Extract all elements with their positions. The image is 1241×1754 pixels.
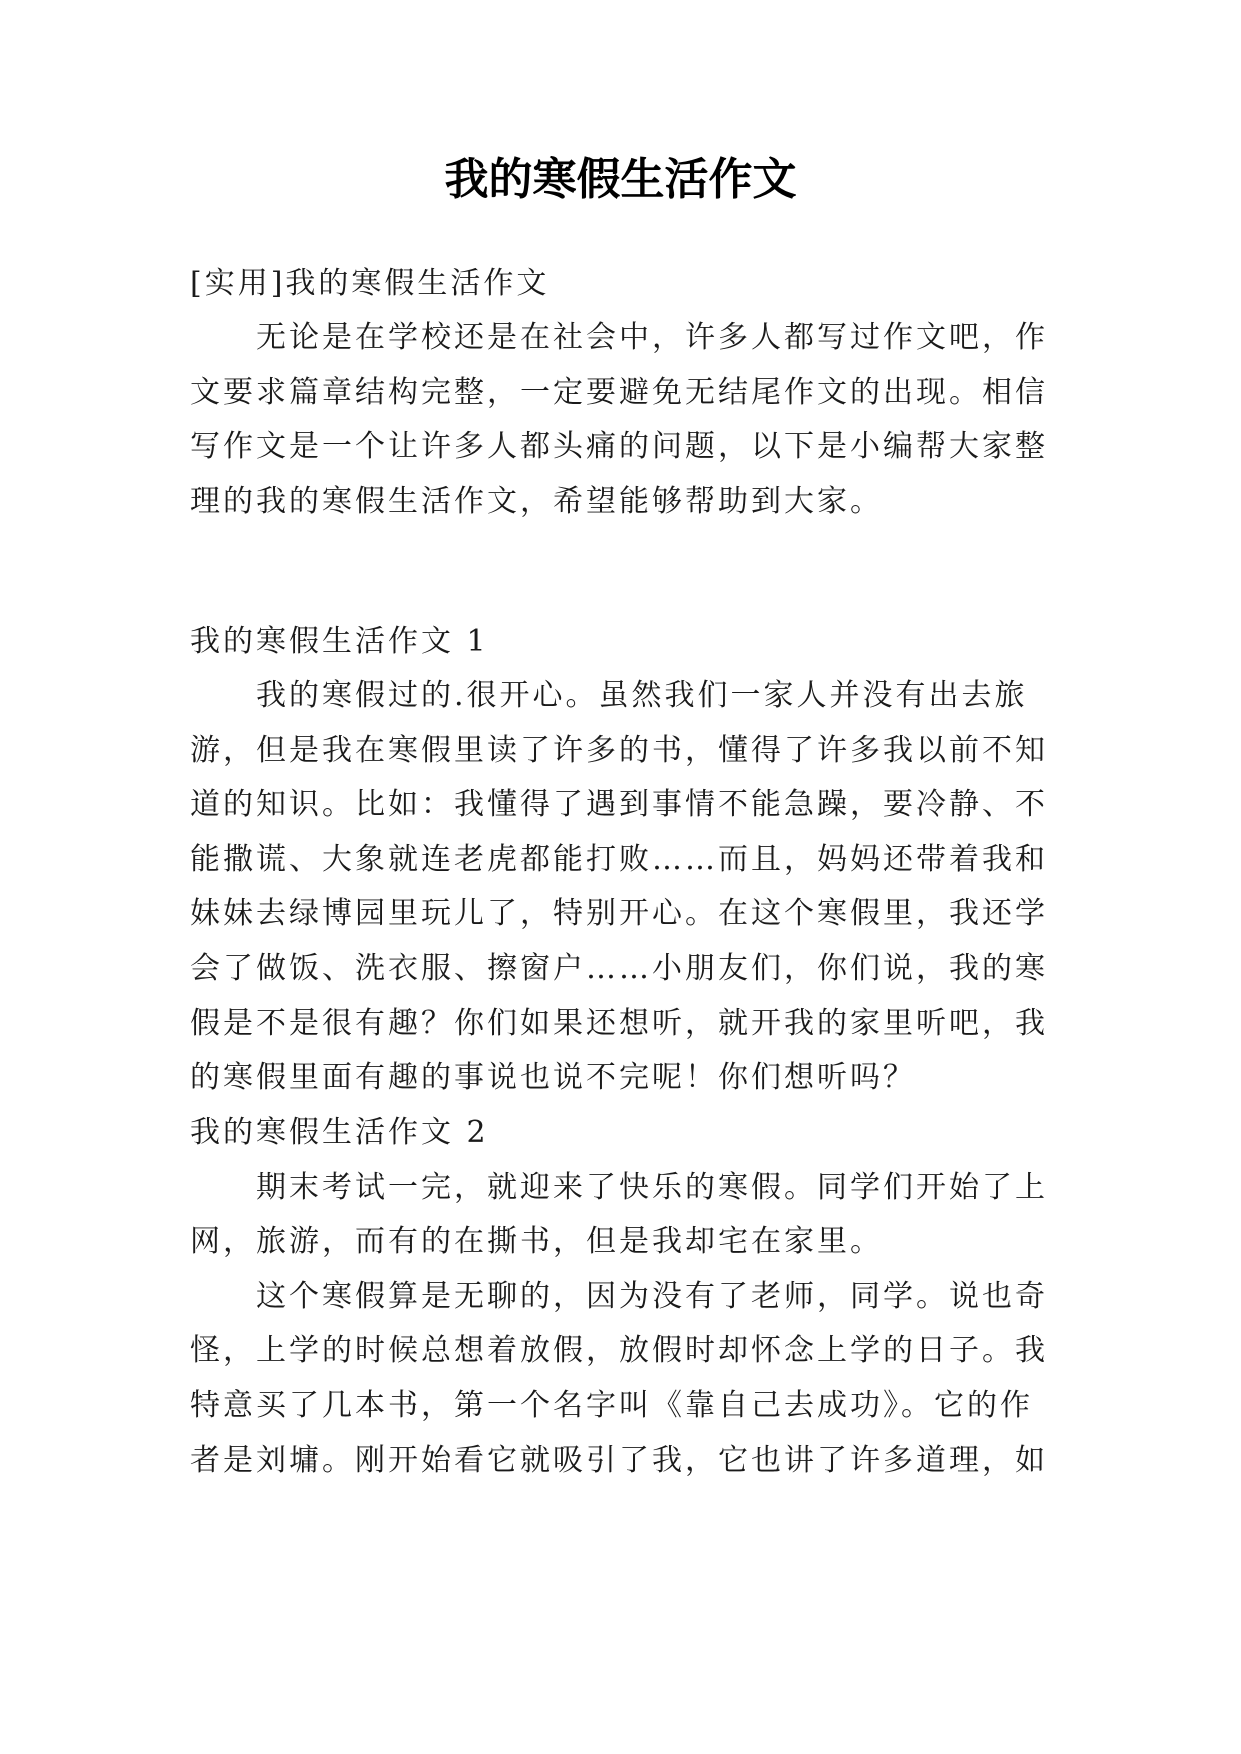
- essay-1-line: 能撒谎、大象就连老虎都能打败……而且，妈妈还带着我和: [190, 842, 1048, 877]
- essay-1-line: 道的知识。比如：我懂得了遇到事情不能急躁，要冷静、不: [190, 787, 1048, 822]
- intro-paragraph-line: 理的我的寒假生活作文，希望能够帮助到大家。: [190, 484, 883, 519]
- essay-1-line: 会了做饭、洗衣服、擦窗户……小朋友们，你们说，我的寒: [190, 951, 1048, 986]
- essay-2-line: 特意买了几本书，第一个名字叫《靠自己去成功》。它的作: [190, 1388, 1033, 1423]
- section-heading-1: 我的寒假生活作文 1: [190, 624, 489, 659]
- intro-paragraph-line: 文要求篇章结构完整，一定要避免无结尾作文的出现。相信: [190, 375, 1048, 410]
- intro-paragraph-line: 无论是在学校还是在社会中，许多人都写过作文吧，作: [256, 320, 1048, 355]
- essay-1-line: 妹妹去绿博园里玩儿了，特别开心。在这个寒假里，我还学: [190, 896, 1048, 931]
- essay-2-line: 网，旅游，而有的在撕书，但是我却宅在家里。: [190, 1224, 883, 1259]
- intro-paragraph-line: 写作文是一个让许多人都头痛的问题，以下是小编帮大家整: [190, 429, 1048, 464]
- essay-2-line: 期末考试一完，就迎来了快乐的寒假。同学们开始了上: [256, 1170, 1048, 1205]
- section-heading-2: 我的寒假生活作文 2: [190, 1115, 489, 1150]
- document-title: 我的寒假生活作文: [444, 154, 797, 205]
- essay-2-line: 怪，上学的时候总想着放假，放假时却怀念上学的日子。我: [190, 1333, 1048, 1368]
- essay-2-line: 者是刘墉。刚开始看它就吸引了我，它也讲了许多道理，如: [190, 1443, 1048, 1478]
- essay-1-line: 的寒假里面有趣的事说也说不完呢！你们想听吗？: [190, 1060, 916, 1095]
- essay-1-line: 游，但是我在寒假里读了许多的书，懂得了许多我以前不知: [190, 733, 1048, 768]
- essay-2-line: 这个寒假算是无聊的，因为没有了老师，同学。说也奇: [256, 1279, 1048, 1314]
- essay-1-line: 我的寒假过的.很开心。虽然我们一家人并没有出去旅: [256, 678, 1028, 713]
- subtitle-line: [实用]我的寒假生活作文: [190, 266, 550, 301]
- essay-1-line: 假是不是很有趣？你们如果还想听，就开我的家里听吧，我: [190, 1006, 1048, 1041]
